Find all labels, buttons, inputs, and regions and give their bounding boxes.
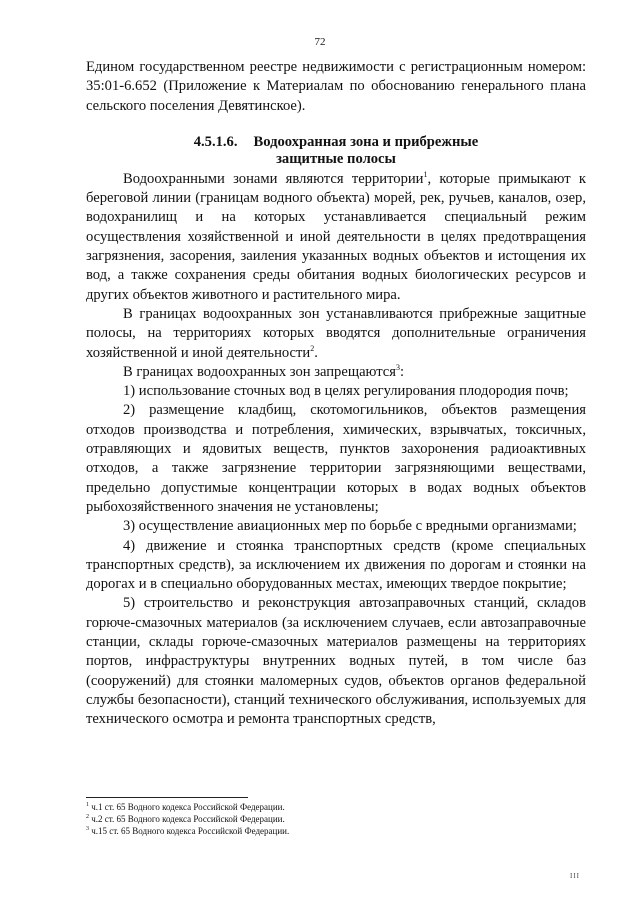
section-title-line2: защитные полосы — [276, 150, 396, 167]
list-item: 4) движение и стоянка транспортных средств (кроме специальных транспортных средств), за исключением их движения по дорогам и стоянки на дорогах и в специально оборудованных местах, имеющих твердое покрытие; — [86, 537, 586, 593]
footnote-separator — [86, 797, 248, 798]
paragraph-protective-strips: В границах водоохранных зон устанавливаются прибрежные защитные полосы, на территориях которых вводятся дополнительные ограничения хозяйственной и иной деятельности$^2$. — [86, 305, 586, 361]
intro-paragraph: Едином государственном реестре недвижимости с регистрационным номером: 35:01-6.652 (Приложение к Материалам по обоснованию генерального плана сельского поселения Девятинское). — [86, 59, 586, 114]
list-item: 3) осуществление авиационных мер по борьбе с вредными организмами; — [123, 518, 577, 535]
list-item: 2) размещение кладбищ, скотомогильников, объектов размещения отходов производства и потребления, химических, взрывчатых, токсичных, отравляющих и ядовитых веществ, пунктов захоронения радиоактивных отходов, а также загрязнение территории загрязняющими веществами, предельно допустимые концентрации которых в водах водных объектов рыбохозяйственного значения не установлены; — [86, 402, 586, 515]
footnote-ref-3: 3 — [396, 363, 400, 372]
footnotes — [86, 801, 486, 837]
page-number: 72 — [314, 36, 326, 48]
corner-mark: III — [570, 872, 580, 880]
section-heading — [86, 134, 586, 168]
paragraph-definition: Водоохранными зонами являются территории$^1$, которые примыкают к береговой линии (границам водного объекта) морей, рек, ручьев, каналов, озер, водохранилищ и на которых устанавливается специальный режим осуществления хозяйственной и иной деятельности в целях предотвращения загрязнения, засорения, заиления указанных водных объектов и истощения их вод, а также сохранения среды обитания водных биологических ресурсов и других объектов животного и растительного мира. — [86, 170, 586, 303]
footnote-item: $^2$ ч.2 ст. 65 Водного кодекса Российской Федерации. — [86, 814, 285, 824]
list-item: 1) использование сточных вод в целях регулирования плодородия почв; — [123, 383, 569, 400]
document-body — [86, 58, 586, 730]
footnote-ref-1: 1 — [423, 170, 428, 180]
list-item: 5) строительство и реконструкция автозаправочных станций, складов горюче-смазочных материалов (за исключением случаев, если автозаправочные станции, склады горюче-смазочных материалов размещены на территориях портов, инфраструктуры внутренних водных путей, в том числе баз (сооружений) для стоянки маломерных судов, объектов органов федеральной службы безопасности), станций технического обслуживания, используемых для технического осмотра и ремонта транспортных средств, — [86, 595, 586, 728]
paragraph-prohibitions: В границах водоохранных зон запрещаются$^3$: — [123, 363, 405, 380]
footnote-item: $^3$ ч.15 ст. 65 Водного кодекса Российской Федерации. — [86, 826, 290, 836]
section-title-line1: Водоохранная зона и прибрежные — [253, 133, 479, 150]
section-number: 4.5.1.6. — [193, 133, 238, 150]
footnote-ref-2: 2 — [310, 343, 315, 353]
footnote-item: $^1$ ч.1 ст. 65 Водного кодекса Российской Федерации. — [86, 802, 285, 812]
